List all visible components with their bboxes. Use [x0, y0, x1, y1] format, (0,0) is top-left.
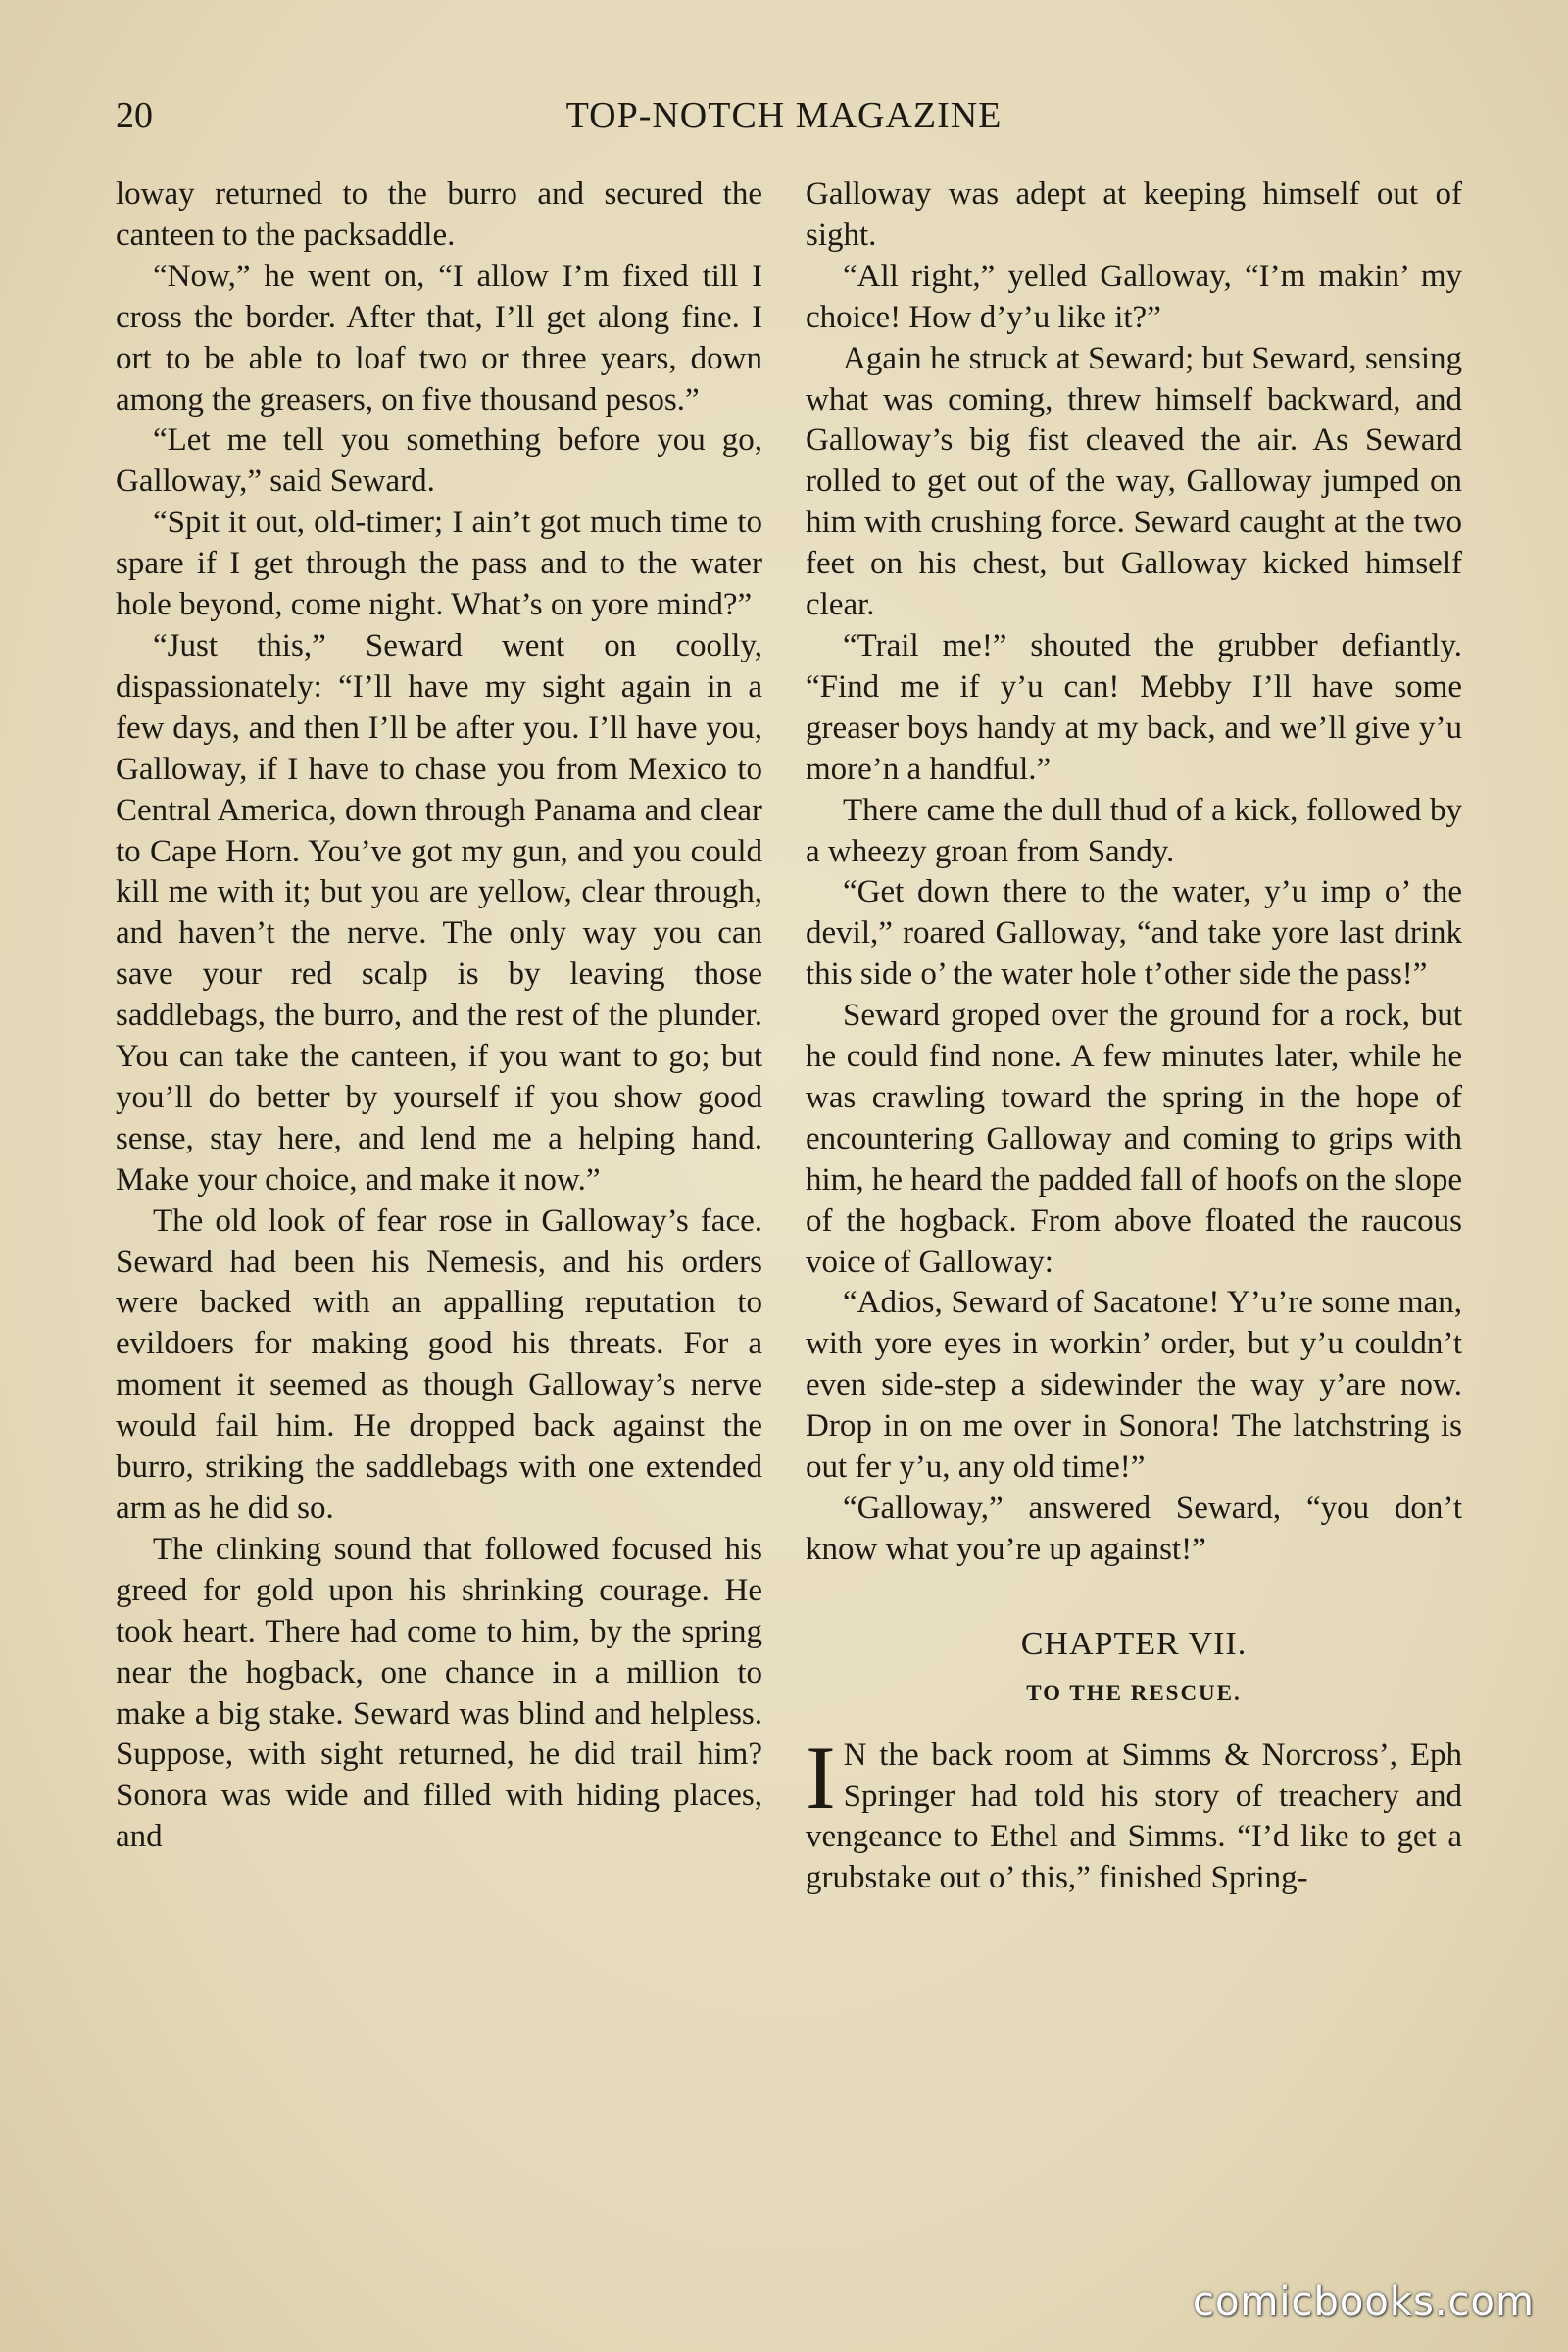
left-column — [116, 174, 762, 1858]
paragraph: Again he struck at Seward; but Seward, sensing what was coming, threw himself backward, and Galloway’s big fist cleaved the air. As Seward rolled to get out of the way, Galloway jumped on him with crushing force. Seward caught at the two feet on his chest, but Galloway kicked himself clear. — [806, 340, 1462, 623]
paragraph: “Get down there to the water, y’u imp o’ the devil,” roared Galloway, “and take yore last drink this side o’ the water hole t’other side the pass!” — [806, 874, 1462, 993]
paragraph: “Galloway,” answered Seward, “you don’t know what you’re up against!” — [806, 1491, 1462, 1567]
watermark: comicbooks.com — [1192, 2279, 1535, 2325]
paragraph: loway returned to the burro and secured the canteen to the packsaddle. — [116, 176, 762, 253]
page-header — [116, 94, 1452, 149]
paragraph: “Spit it out, old-timer; I ain’t got much time to spare if I get through the pass and to the water hole beyond, come night. What’s on yore mind?” — [116, 505, 762, 623]
paragraph: The clinking sound that followed focused his greed for gold upon his shrinking courage. He took heart. There had come to him, by the spring near the hogback, one chance in a million to make a big stake. Seward was blind and helpless. Suppose, with sight returned, he did trail him? Sonora was wide and filled with hiding places, and — [116, 1531, 762, 1855]
page-number: 20 — [116, 95, 153, 136]
paragraph: “Adios, Seward of Sacatone! Y’u’re some man, with yore eyes in workin’ order, but y’u couldn’t even side-step a sidewinder the way y’are now. Drop in on me over in Sonora! The latchstring is out fer y’u, any old time!” — [806, 1285, 1462, 1486]
running-title: TOP-NOTCH MAGAZINE — [565, 95, 1003, 136]
paragraph: “All right,” yelled Galloway, “I’m makin’ my choice! How d’y’u like it?” — [806, 258, 1462, 335]
paragraph: Seward groped over the ground for a rock, but he could find none. A few minutes later, while he was crawling toward the spring in the hope of encountering Galloway and coming to grips with him, he heard the padded fall of hoofs on the slope of the hogback. From above floated the raucous voice of Galloway: — [806, 998, 1462, 1280]
paragraph: There came the dull thud of a kick, followed by a wheezy groan from Sandy. — [806, 792, 1462, 869]
chapter-opening-text: N the back room at Simms & Norcross’, Eph Springer had told his story of treachery and vengeance to Ethel and Simms. “I’d like to get a grubstake out o’ this,” finished Spring- — [806, 1737, 1462, 1896]
chapter-subtitle: TO THE RESCUE. — [1026, 1680, 1242, 1705]
chapter-opening-paragraph — [806, 1727, 1462, 1900]
paragraph: “Just this,” Seward went on coolly, dispassionately: “I’ll have my sight again in a few days, and then I’ll be after you. I’ll have you, Galloway, if I have to chase you from Mexico to Central America, down through Panama and clear to Cape Horn. You’ve got my gun, and you could kill me with it; but you are yellow, clear through, and haven’t the nerve. The only way you can save your red scalp is by leaving those saddlebags, the burro, and the rest of the plunder. You can take the canteen, if you want to go; but you’ll do better by yourself if you show good sense, stay here, and lend me a helping hand. Make your choice, and make it now.” — [116, 627, 762, 1198]
paragraph: Galloway was adept at keeping himself out of sight. — [806, 176, 1462, 253]
paragraph: “Let me tell you something before you go, Galloway,” said Seward. — [116, 422, 762, 500]
drop-cap: I — [806, 1727, 836, 1828]
paragraph: “Now,” he went on, “I allow I’m fixed till I cross the border. After that, I’ll get along fine. I ort to be able to loaf two or three years, down among the greasers, on five thousand pesos.” — [116, 258, 762, 417]
chapter-title: CHAPTER VII. — [1020, 1625, 1248, 1662]
paragraph: The old look of fear rose in Galloway’s face. Seward had been his Nemesis, and his orders were backed with an appalling reputation to evildoers for making good his threats. For a moment it seemed as though Galloway’s nerve would fail him. He dropped back against the burro, striking the saddlebags with one extended arm as he did so. — [116, 1202, 762, 1526]
right-column — [806, 174, 1462, 1899]
paragraph: “Trail me!” shouted the grubber defiantly. “Find me if y’u can! Mebby I’ll have some greaser boys handy at my back, and we’ll give y’u more’n a handful.” — [806, 627, 1462, 787]
